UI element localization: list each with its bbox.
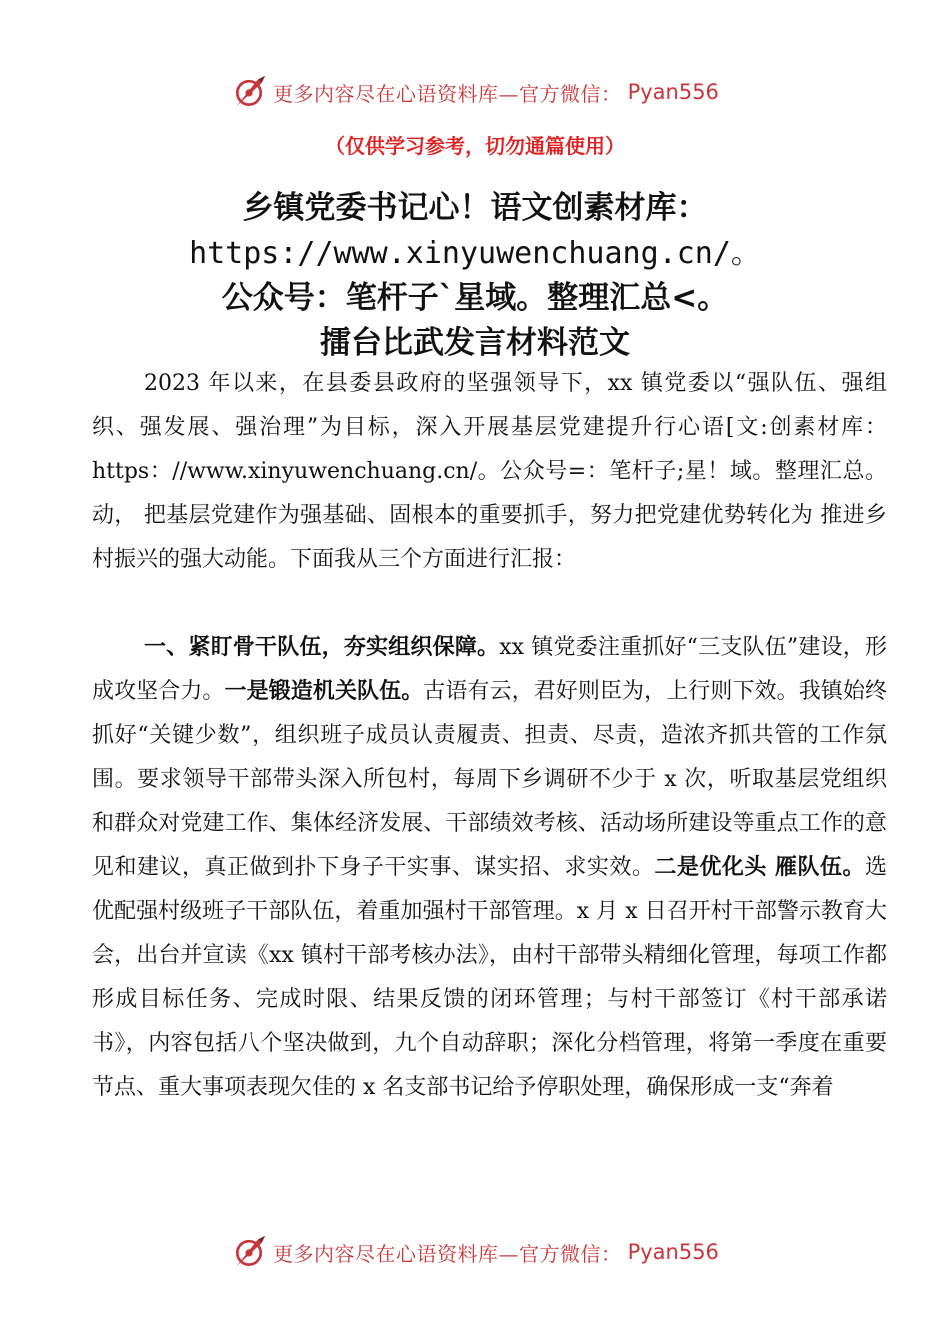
title-line-url: https://www.xinyuwenchuang.cn/。 (189, 236, 761, 271)
banner-text: 更多内容尽在心语资料库—官方微信： (273, 1241, 622, 1266)
intro-paragraph: 2023 年以来，在县委县政府的坚强领导下，xx 镇党委以“强队伍、强组织、强发展、强治理”为目标，深入开展基层党建提升行心语[文:创素材库：https：//www.xinyuwenchuang.cn/。公众号=：笔杆子;星！域。整理汇总。动， 把基层党建作为强基础、固根本的重要抓手，努力把党建优势转化为 推进乡村振兴的强大动能。下面我从三个方面进行汇报： (92, 371, 887, 572)
title-line-4: 擂台比武发言材料范文 (320, 325, 630, 361)
quill-pen-logo-icon (231, 74, 267, 110)
footer-watermark-banner (0, 1232, 950, 1272)
title-line-1: 乡镇党委书记心！语文创素材库： (242, 190, 708, 226)
quill-pen-logo-icon (231, 1234, 267, 1270)
document-title (0, 186, 950, 366)
banner-text: 更多内容尽在心语资料库—官方微信： (273, 81, 622, 106)
banner-wechat-handle: Pyan556 (627, 1240, 719, 1264)
section-text-3: 选优配强村级班子干部队伍，着重加强村干部管理。x 月 x 日召开村干部警示教育大会，出台并宣读《xx 镇村干部考核办法》，由村干部带头精细化管理，每项工作都形成目标任务、完成时限、结果反馈的闭环管理；与村干部签订《村干部承诺书》，内容包括八个坚决做到，九个自动辞职；深化分档管理，将第一季度在重要节点、重大事项表现欠佳的 x 名支部书记给予停职处理，确保形成一支“奔着 (92, 855, 887, 1100)
section-text-1: xx 镇党委注重抓好“三支队伍”建设，形成攻坚合力。 (92, 635, 887, 704)
point-heading-2: 二是优化头 雁队伍。 (654, 855, 865, 880)
usage-notice: （仅供学习参考，切勿通篇使用） (325, 134, 625, 158)
banner-wechat-handle: Pyan556 (627, 80, 719, 104)
point-heading-1: 一是锻造机关队伍。 (224, 679, 424, 704)
section-one-paragraph (92, 626, 887, 1110)
header-watermark-banner (0, 72, 950, 112)
section-text-2: 古语有云，君好则臣为，上行则下效。我镇始终抓好“关键少数”，组织班子成员认责履责、担责、尽责，造浓齐抓共管的工作氛围。要求领导干部带头深入所包村，每周下乡调研不少于 x 次，听取基层党组织和群众对党建工作、集体经济发展、干部绩效考核、活动场所建设等重点工作的意见和建议，真正做到扑下身子干实事、谋实招、求实效。 (92, 679, 887, 880)
title-line-3: 公众号：笔杆子`星域。整理汇总<。 (221, 280, 729, 316)
section-heading: 一、紧盯骨干队伍，夯实组织保障。 (144, 635, 500, 660)
